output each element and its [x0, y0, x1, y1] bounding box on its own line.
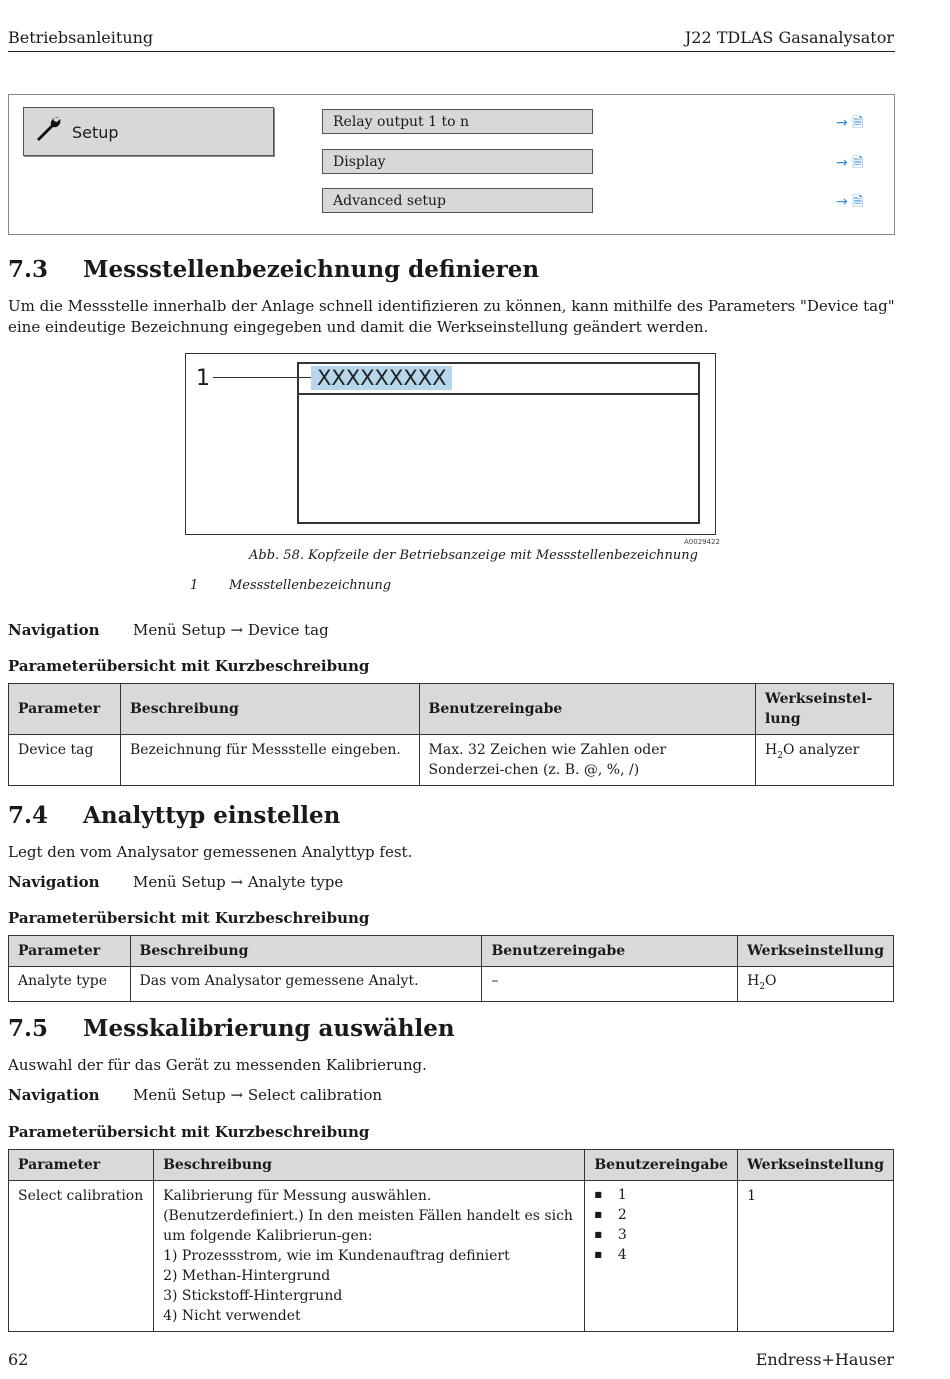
- table-cell: –: [482, 967, 738, 1002]
- table-cell: Max. 32 Zeichen wie Zahlen oder Sonderzei-chen (z. B. @, %, /): [419, 735, 756, 786]
- wrench-icon: [33, 114, 63, 144]
- description-line: 4) Nicht verwendet: [163, 1308, 301, 1324]
- parameter-table-analyte-type: [8, 935, 894, 1002]
- table-row: [9, 1181, 894, 1332]
- description-cell: [154, 1181, 585, 1332]
- table-cell: $H_2O$: [738, 967, 894, 1002]
- table-row: [9, 967, 894, 1002]
- page-link-icon[interactable]: → 🗎: [836, 115, 864, 131]
- column-header: Parameter: [9, 1150, 154, 1181]
- table-title: Parameterübersicht mit Kurzbeschreibung: [8, 657, 370, 675]
- table-title: Parameterübersicht mit Kurzbeschreibung: [8, 1123, 370, 1141]
- section-intro: Auswahl der für das Gerät zu messenden Kalibrierung.: [8, 1056, 427, 1074]
- section-heading-7-4: [8, 802, 340, 829]
- table-row: [9, 735, 894, 786]
- relay-output-label: Relay output 1 to n: [333, 114, 470, 130]
- display-button[interactable]: [322, 149, 593, 174]
- navigation-path: Menü Setup → Analyte type: [133, 873, 344, 891]
- figure-caption: Abb. 58. Kopfzeile der Betriebsanzeige mit Messstellenbezeichnung: [249, 548, 698, 563]
- page-link-icon[interactable]: → 🗎: [836, 194, 864, 210]
- column-header: Benutzereingabe: [482, 936, 738, 967]
- column-header: Werkseinstellung: [738, 1150, 894, 1181]
- setup-label: Setup: [72, 123, 119, 142]
- legend-text: Messstellenbezeichnung: [229, 578, 392, 593]
- column-header: Parameter: [9, 684, 121, 735]
- display-figure: [185, 353, 716, 535]
- column-header: Beschreibung: [154, 1150, 585, 1181]
- header-divider: [8, 51, 895, 52]
- table-cell: $H_2O$ analyzer: [756, 735, 894, 786]
- section-number: 7.5: [8, 1015, 49, 1042]
- section-intro: Legt den vom Analysator gemessenen Analyttyp fest.: [8, 843, 413, 861]
- column-header: Beschreibung: [130, 936, 482, 967]
- figure-id: A0029422: [684, 538, 720, 546]
- navigation-label: Navigation: [8, 621, 100, 639]
- page-number: 62: [8, 1350, 29, 1369]
- product-title: J22 TDLAS Gasanalysator: [684, 28, 894, 47]
- options-cell: [585, 1181, 738, 1332]
- parameter-table-select-calibration: [8, 1149, 894, 1332]
- table-cell: Das vom Analysator gemessene Analyt.: [130, 967, 482, 1002]
- description-line: 2) Methan-Hintergrund: [163, 1268, 331, 1284]
- list-item: ■ 2: [594, 1206, 728, 1226]
- section-number: 7.3: [8, 256, 49, 283]
- advanced-setup-label: Advanced setup: [333, 193, 446, 209]
- section-heading-7-5: [8, 1015, 455, 1042]
- options-list: [594, 1186, 728, 1266]
- section-heading-7-3: [8, 256, 539, 283]
- callout-number: 1: [196, 366, 210, 391]
- list-item: ■ 3: [594, 1226, 728, 1246]
- table-cell: Device tag: [9, 735, 121, 786]
- column-header: Benutzereingabe: [585, 1150, 738, 1181]
- page-link-icon[interactable]: → 🗎: [836, 155, 864, 171]
- column-header: Beschreibung: [120, 684, 419, 735]
- navigation-label: Navigation: [8, 1086, 100, 1104]
- section-number: 7.4: [8, 802, 49, 829]
- table-header-row: [9, 936, 894, 967]
- doc-title: Betriebsanleitung: [8, 28, 154, 47]
- navigation-path: Menü Setup → Select calibration: [133, 1086, 383, 1104]
- column-header: Benutzereingabe: [419, 684, 756, 735]
- column-header: Werkseinstel-lung: [756, 684, 894, 735]
- header-bar-divider: [299, 393, 698, 395]
- section-title: Analyttyp einstellen: [83, 802, 341, 829]
- description-line: Kalibrierung für Messung auswählen. (Benutzerdefiniert.) In den meisten Fällen handelt es sich um folgende Kalibrierun-gen:: [163, 1188, 573, 1244]
- relay-output-button[interactable]: [322, 109, 593, 134]
- table-cell: Analyte type: [9, 967, 131, 1002]
- table-cell: 1: [738, 1181, 894, 1332]
- column-header: Werkseinstellung: [738, 936, 894, 967]
- section-intro: Um die Messstelle innerhalb der Anlage schnell identifizieren zu können, kann mithilfe des Parameters "Device tag" eine eindeutige Bezeichnung eingegeben und damit die Werkseinstellung geändert werden.: [8, 297, 895, 336]
- table-header-row: [9, 684, 894, 735]
- table-title: Parameterübersicht mit Kurzbeschreibung: [8, 909, 370, 927]
- description-line: 1) Prozessstrom, wie im Kundenauftrag definiert: [163, 1248, 510, 1264]
- column-header: Parameter: [9, 936, 131, 967]
- description-line: 3) Stickstoff-Hintergrund: [163, 1288, 343, 1304]
- table-cell: Bezeichnung für Messstelle eingeben.: [120, 735, 419, 786]
- parameter-table-device-tag: [8, 683, 894, 786]
- display-frame: [297, 362, 700, 524]
- display-label: Display: [333, 154, 386, 170]
- list-item: ■ 4: [594, 1246, 728, 1266]
- setup-menu-button[interactable]: [23, 107, 274, 156]
- table-header-row: [9, 1150, 894, 1181]
- device-tag-text: XXXXXXXXX: [311, 366, 452, 390]
- section-title: Messkalibrierung auswählen: [83, 1015, 455, 1042]
- list-item: ■ 1: [594, 1186, 728, 1206]
- navigation-path: Menü Setup → Device tag: [133, 621, 329, 639]
- legend-number: 1: [190, 578, 199, 593]
- advanced-setup-button[interactable]: [322, 188, 593, 213]
- table-cell: Select calibration: [9, 1181, 154, 1332]
- navigation-label: Navigation: [8, 873, 100, 891]
- brand-name: Endress+Hauser: [755, 1350, 894, 1369]
- section-title: Messstellenbezeichnung definieren: [83, 256, 540, 283]
